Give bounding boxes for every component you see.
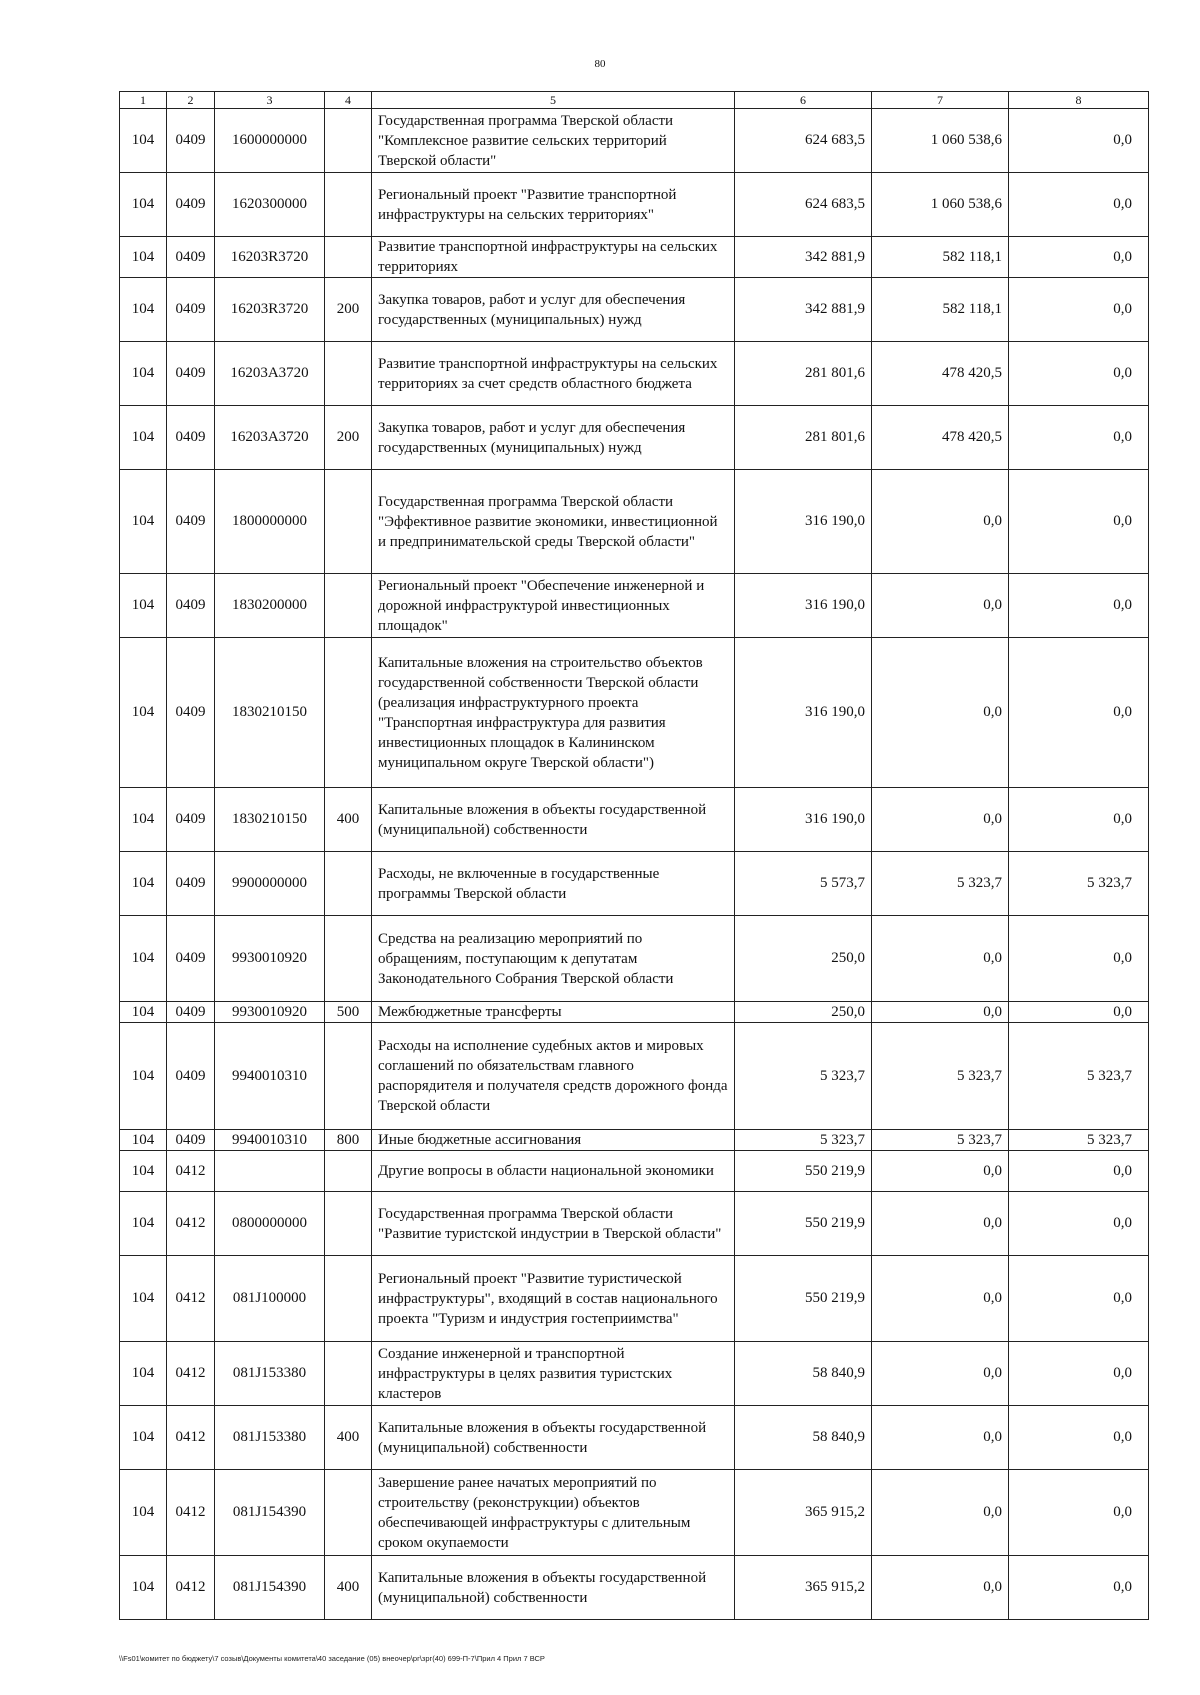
amount-cell: 0,0: [1009, 788, 1149, 852]
expense-type-cell: 500: [325, 1002, 372, 1023]
table-row: [120, 1151, 1149, 1192]
amount-cell: 316 190,0: [735, 470, 872, 574]
amount-cell: 58 840,9: [735, 1342, 872, 1406]
amount-cell: 0,0: [1009, 278, 1149, 342]
amount-cell: 0,0: [1009, 342, 1149, 406]
amount-cell: 0,0: [1009, 1342, 1149, 1406]
expense-type-cell: [325, 916, 372, 1002]
description-cell: Закупка товаров, работ и услуг для обеспечения государственных (муниципальных) нужд: [372, 406, 735, 470]
section-cell: 0409: [167, 109, 215, 173]
description-cell: Создание инженерной и транспортной инфраструктуры в целях развития туристских кластеров: [372, 1342, 735, 1406]
amount-cell: 0,0: [872, 1470, 1009, 1556]
amount-cell: 0,0: [1009, 109, 1149, 173]
expense-type-cell: 400: [325, 1406, 372, 1470]
section-cell: 0409: [167, 1002, 215, 1023]
amount-cell: 58 840,9: [735, 1406, 872, 1470]
amount-cell: 250,0: [735, 1002, 872, 1023]
column-number: 3: [215, 92, 325, 109]
amount-cell: 342 881,9: [735, 278, 872, 342]
amount-cell: 5 323,7: [735, 1130, 872, 1151]
expense-type-cell: [325, 1470, 372, 1556]
description-cell: Государственная программа Тверской области "Эффективное развитие экономики, инвестиционной и предпринимательской среды Тверской области": [372, 470, 735, 574]
target-article-cell: 1620300000: [215, 173, 325, 237]
code-cell: 104: [120, 470, 167, 574]
section-cell: 0409: [167, 342, 215, 406]
code-cell: 104: [120, 1342, 167, 1406]
section-cell: 0412: [167, 1256, 215, 1342]
amount-cell: 478 420,5: [872, 406, 1009, 470]
section-cell: 0412: [167, 1342, 215, 1406]
amount-cell: 365 915,2: [735, 1470, 872, 1556]
amount-cell: 1 060 538,6: [872, 109, 1009, 173]
amount-cell: 5 323,7: [872, 852, 1009, 916]
expense-type-cell: [325, 173, 372, 237]
expense-type-cell: [325, 1192, 372, 1256]
section-cell: 0409: [167, 237, 215, 278]
section-cell: 0409: [167, 638, 215, 788]
description-cell: Завершение ранее начатых мероприятий по строительству (реконструкции) объектов обеспечивающей инфраструктуры с длительным сроком окупаемости: [372, 1470, 735, 1556]
column-number: 6: [735, 92, 872, 109]
expense-type-cell: 400: [325, 788, 372, 852]
expense-type-cell: [325, 342, 372, 406]
expense-type-cell: [325, 109, 372, 173]
amount-cell: 478 420,5: [872, 342, 1009, 406]
table-row: [120, 1556, 1149, 1620]
target-article-cell: 0800000000: [215, 1192, 325, 1256]
amount-cell: 1 060 538,6: [872, 173, 1009, 237]
description-cell: Средства на реализацию мероприятий по обращениям, поступающим к депутатам Законодательного Собрания Тверской области: [372, 916, 735, 1002]
table-row: [120, 638, 1149, 788]
description-cell: Региональный проект "Развитие транспортной инфраструктуры на сельских территориях": [372, 173, 735, 237]
amount-cell: 0,0: [872, 1256, 1009, 1342]
amount-cell: 0,0: [872, 638, 1009, 788]
expense-type-cell: [325, 574, 372, 638]
amount-cell: 0,0: [872, 788, 1009, 852]
amount-cell: 0,0: [1009, 173, 1149, 237]
amount-cell: 582 118,1: [872, 237, 1009, 278]
description-cell: Государственная программа Тверской области "Развитие туристской индустрии в Тверской области": [372, 1192, 735, 1256]
description-cell: Расходы на исполнение судебных актов и мировых соглашений по обязательствам главного распорядителя и получателя средств дорожного фонда Тверской области: [372, 1023, 735, 1130]
expense-type-cell: [325, 1256, 372, 1342]
code-cell: 104: [120, 1406, 167, 1470]
section-cell: 0412: [167, 1192, 215, 1256]
section-cell: 0409: [167, 852, 215, 916]
code-cell: 104: [120, 1470, 167, 1556]
code-cell: 104: [120, 1151, 167, 1192]
amount-cell: 0,0: [872, 470, 1009, 574]
amount-cell: 0,0: [1009, 470, 1149, 574]
amount-cell: 0,0: [1009, 1151, 1149, 1192]
code-cell: 104: [120, 916, 167, 1002]
column-number-row: [120, 92, 1149, 109]
page-number: 80: [594, 58, 606, 70]
amount-cell: 5 323,7: [735, 1023, 872, 1130]
expense-type-cell: 400: [325, 1556, 372, 1620]
amount-cell: 316 190,0: [735, 638, 872, 788]
code-cell: 104: [120, 278, 167, 342]
code-cell: 104: [120, 1192, 167, 1256]
expense-type-cell: [325, 470, 372, 574]
section-cell: 0409: [167, 574, 215, 638]
amount-cell: 0,0: [872, 1002, 1009, 1023]
column-number: 5: [372, 92, 735, 109]
expense-type-cell: 200: [325, 278, 372, 342]
expense-type-cell: [325, 1342, 372, 1406]
amount-cell: 5 573,7: [735, 852, 872, 916]
table-row: [120, 1406, 1149, 1470]
description-cell: Капитальные вложения в объекты государственной (муниципальной) собственности: [372, 1556, 735, 1620]
table-row: [120, 1130, 1149, 1151]
table-row: [120, 574, 1149, 638]
amount-cell: 281 801,6: [735, 406, 872, 470]
expense-type-cell: 200: [325, 406, 372, 470]
amount-cell: 0,0: [872, 1151, 1009, 1192]
amount-cell: 365 915,2: [735, 1556, 872, 1620]
table-row: [120, 278, 1149, 342]
column-number: 8: [1009, 92, 1149, 109]
code-cell: 104: [120, 406, 167, 470]
code-cell: 104: [120, 173, 167, 237]
description-cell: Региональный проект "Обеспечение инженерной и дорожной инфраструктурой инвестиционных площадок": [372, 574, 735, 638]
amount-cell: 550 219,9: [735, 1256, 872, 1342]
column-number: 1: [120, 92, 167, 109]
description-cell: Капитальные вложения на строительство объектов государственной собственности Тверской области (реализация инфраструктурного проекта "Транспортная инфраструктура для развития инвестиционных площадок в Калининском муниципальном округе Тверской области"): [372, 638, 735, 788]
code-cell: 104: [120, 1002, 167, 1023]
amount-cell: 342 881,9: [735, 237, 872, 278]
expense-type-cell: 800: [325, 1130, 372, 1151]
description-cell: Развитие транспортной инфраструктуры на сельских территориях: [372, 237, 735, 278]
table-row: [120, 1023, 1149, 1130]
target-article-cell: 1830210150: [215, 788, 325, 852]
amount-cell: 0,0: [1009, 1406, 1149, 1470]
amount-cell: 0,0: [1009, 916, 1149, 1002]
description-cell: Закупка товаров, работ и услуг для обеспечения государственных (муниципальных) нужд: [372, 278, 735, 342]
amount-cell: 0,0: [1009, 1002, 1149, 1023]
section-cell: 0412: [167, 1406, 215, 1470]
code-cell: 104: [120, 1023, 167, 1130]
amount-cell: 0,0: [872, 1192, 1009, 1256]
code-cell: 104: [120, 1556, 167, 1620]
amount-cell: 0,0: [1009, 574, 1149, 638]
expense-type-cell: [325, 852, 372, 916]
target-article-cell: 1600000000: [215, 109, 325, 173]
amount-cell: 5 323,7: [1009, 852, 1149, 916]
expense-type-cell: [325, 1151, 372, 1192]
amount-cell: 5 323,7: [1009, 1130, 1149, 1151]
amount-cell: 0,0: [872, 1406, 1009, 1470]
table-row: [120, 788, 1149, 852]
description-cell: Другие вопросы в области национальной экономики: [372, 1151, 735, 1192]
target-article-cell: 081J154390: [215, 1556, 325, 1620]
description-cell: Капитальные вложения в объекты государственной (муниципальной) собственности: [372, 1406, 735, 1470]
amount-cell: 550 219,9: [735, 1192, 872, 1256]
target-article-cell: 1830210150: [215, 638, 325, 788]
amount-cell: 624 683,5: [735, 173, 872, 237]
target-article-cell: 16203А3720: [215, 406, 325, 470]
table-row: [120, 1470, 1149, 1556]
code-cell: 104: [120, 638, 167, 788]
table-row: [120, 406, 1149, 470]
code-cell: 104: [120, 1256, 167, 1342]
amount-cell: 0,0: [1009, 237, 1149, 278]
amount-cell: 0,0: [1009, 1470, 1149, 1556]
section-cell: 0409: [167, 470, 215, 574]
description-cell: Расходы, не включенные в государственные программы Тверской области: [372, 852, 735, 916]
table-row: [120, 173, 1149, 237]
description-cell: Иные бюджетные ассигнования: [372, 1130, 735, 1151]
table-row: [120, 1002, 1149, 1023]
table-row: [120, 1342, 1149, 1406]
section-cell: 0412: [167, 1151, 215, 1192]
amount-cell: 624 683,5: [735, 109, 872, 173]
table-row: [120, 852, 1149, 916]
table-row: [120, 1192, 1149, 1256]
target-article-cell: 081J100000: [215, 1256, 325, 1342]
target-article-cell: 9940010310: [215, 1023, 325, 1130]
column-number: 7: [872, 92, 1009, 109]
amount-cell: 281 801,6: [735, 342, 872, 406]
file-path-footer: \\Fs01\комитет по бюджету\7 созыв\Документы комитета\40 заседание (05) внеочер\рг\зрг(40) 699-П-7\Прил 4 Прил 7 ВСР: [119, 1654, 545, 1663]
code-cell: 104: [120, 574, 167, 638]
amount-cell: 0,0: [1009, 1256, 1149, 1342]
target-article-cell: 081J153380: [215, 1406, 325, 1470]
table-row: [120, 237, 1149, 278]
target-article-cell: 1830200000: [215, 574, 325, 638]
amount-cell: 316 190,0: [735, 788, 872, 852]
description-cell: Государственная программа Тверской области "Комплексное развитие сельских территорий Тверской области": [372, 109, 735, 173]
amount-cell: 0,0: [872, 1556, 1009, 1620]
amount-cell: 0,0: [1009, 638, 1149, 788]
amount-cell: 5 323,7: [872, 1130, 1009, 1151]
target-article-cell: 081J153380: [215, 1342, 325, 1406]
expense-type-cell: [325, 638, 372, 788]
amount-cell: 0,0: [872, 1342, 1009, 1406]
section-cell: 0409: [167, 788, 215, 852]
column-number: 4: [325, 92, 372, 109]
target-article-cell: 9940010310: [215, 1130, 325, 1151]
section-cell: 0409: [167, 1023, 215, 1130]
section-cell: 0409: [167, 916, 215, 1002]
section-cell: 0409: [167, 278, 215, 342]
section-cell: 0409: [167, 406, 215, 470]
table-row: [120, 1256, 1149, 1342]
section-cell: 0409: [167, 173, 215, 237]
section-cell: 0409: [167, 1130, 215, 1151]
target-article-cell: 16203R3720: [215, 278, 325, 342]
amount-cell: 550 219,9: [735, 1151, 872, 1192]
target-article-cell: 9930010920: [215, 916, 325, 1002]
target-article-cell: [215, 1151, 325, 1192]
amount-cell: 0,0: [1009, 406, 1149, 470]
section-cell: 0412: [167, 1556, 215, 1620]
amount-cell: 0,0: [1009, 1556, 1149, 1620]
amount-cell: 582 118,1: [872, 278, 1009, 342]
target-article-cell: 1800000000: [215, 470, 325, 574]
code-cell: 104: [120, 852, 167, 916]
target-article-cell: 16203А3720: [215, 342, 325, 406]
expense-type-cell: [325, 1023, 372, 1130]
amount-cell: 316 190,0: [735, 574, 872, 638]
table-row: [120, 470, 1149, 574]
table-row: [120, 342, 1149, 406]
target-article-cell: 081J154390: [215, 1470, 325, 1556]
description-cell: Региональный проект "Развитие туристической инфраструктуры", входящий в состав национального проекта "Туризм и индустрия гостеприимства": [372, 1256, 735, 1342]
code-cell: 104: [120, 1130, 167, 1151]
amount-cell: 5 323,7: [872, 1023, 1009, 1130]
target-article-cell: 9930010920: [215, 1002, 325, 1023]
amount-cell: 0,0: [1009, 1192, 1149, 1256]
expense-type-cell: [325, 237, 372, 278]
code-cell: 104: [120, 237, 167, 278]
description-cell: Межбюджетные трансферты: [372, 1002, 735, 1023]
amount-cell: 5 323,7: [1009, 1023, 1149, 1130]
amount-cell: 250,0: [735, 916, 872, 1002]
amount-cell: 0,0: [872, 916, 1009, 1002]
description-cell: Развитие транспортной инфраструктуры на сельских территориях за счет средств областного бюджета: [372, 342, 735, 406]
target-article-cell: 9900000000: [215, 852, 325, 916]
amount-cell: 0,0: [872, 574, 1009, 638]
section-cell: 0412: [167, 1470, 215, 1556]
budget-table: [119, 91, 1149, 1620]
code-cell: 104: [120, 342, 167, 406]
table-row: [120, 916, 1149, 1002]
description-cell: Капитальные вложения в объекты государственной (муниципальной) собственности: [372, 788, 735, 852]
column-number: 2: [167, 92, 215, 109]
code-cell: 104: [120, 788, 167, 852]
code-cell: 104: [120, 109, 167, 173]
table-row: [120, 109, 1149, 173]
target-article-cell: 16203R3720: [215, 237, 325, 278]
